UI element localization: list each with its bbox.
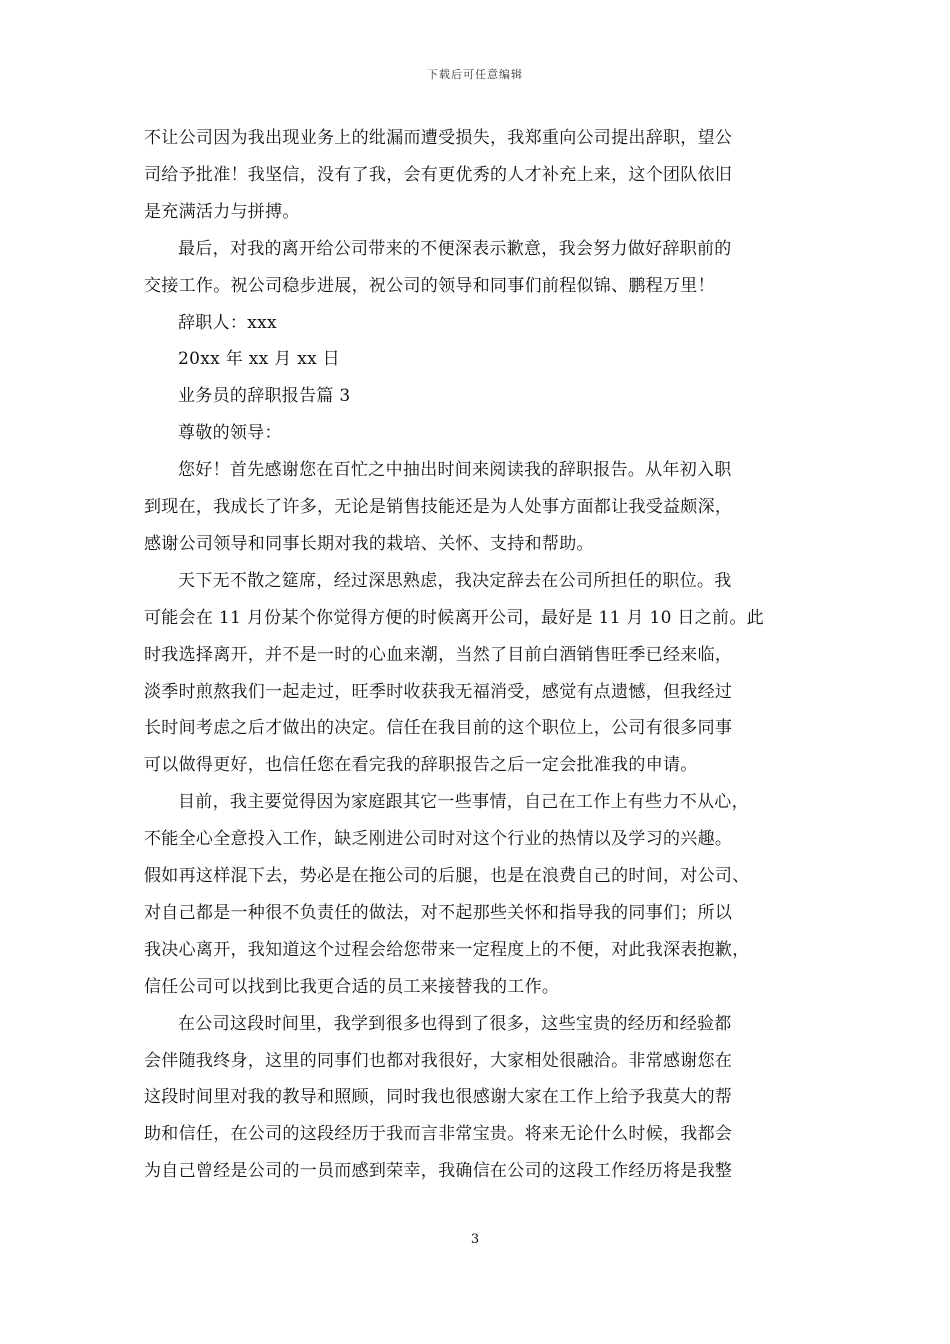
text-line: 在公司这段时间里，我学到很多也得到了很多，这些宝贵的经历和经验都 (178, 1013, 732, 1034)
text-line: 交接工作。祝公司稳步进展，祝公司的领导和同事们前程似锦、鹏程万里！ (144, 275, 715, 296)
text-line: 目前，我主要觉得因为家庭跟其它一些事情，自己在工作上有些力不从心， (178, 792, 749, 813)
text-line: 这段时间里对我的教导和照顾，同时我也很感谢大家在工作上给予我莫大的帮 (144, 1087, 733, 1108)
text-line: 助和信任，在公司的这段经历于我而言非常宝贵。将来无论什么时候，我都会 (144, 1124, 733, 1145)
text-line: 感谢公司领导和同事长期对我的栽培、关怀、支持和帮助。 (144, 533, 594, 554)
text-line: 时我选择离开，并不是一时的心血来潮，当然了目前白酒销售旺季已经来临， (144, 644, 733, 665)
text-line: 信任公司可以找到比我更合适的员工来接替我的工作。 (144, 976, 560, 997)
page-number: 3 (470, 1232, 480, 1247)
text-line: 长时间考虑之后才做出的决定。信任在我目前的这个职位上，公司有很多同事 (144, 718, 733, 739)
text-line: 淡季时煎熬我们一起走过，旺季时收获我无福消受，感觉有点遗憾，但我经过 (144, 681, 733, 702)
text-line: 对自己都是一种很不负责任的做法，对不起那些关怀和指导我的同事们；所以 (144, 902, 733, 923)
text-line: 不让公司因为我出现业务上的纰漏而遭受损失，我郑重向公司提出辞职，望公 (144, 128, 733, 148)
text-line: 天下无不散之筵席，经过深思熟虑，我决定辞去在公司所担任的职位。我 (178, 570, 732, 591)
text-line: 20xx 年 xx 月 xx 日 (178, 349, 340, 370)
text-line: 可以做得更好，也信任您在看完我的辞职报告之后一定会批准我的申请。 (144, 755, 698, 776)
text-line: 我决心离开，我知道这个过程会给您带来一定程度上的不便，对此我深表抱歉， (144, 939, 750, 960)
text-line: 最后，对我的离开给公司带来的不便深表示歉意，我会努力做好辞职前的 (178, 238, 732, 259)
text-line: 司给予批准！我坚信，没有了我，会有更优秀的人才补充上来，这个团队依旧 (144, 164, 733, 185)
text-line: 可能会在 11 月份某个你觉得方便的时候离开公司，最好是 11 月 10 日之前。此 (144, 607, 764, 628)
text-line: 假如再这样混下去，势必是在拖公司的后腿，也是在浪费自己的时间，对公司、 (144, 866, 750, 886)
text-line: 辞职人：xxx (178, 312, 277, 333)
text-line: 为自己曾经是公司的一员而感到荣幸，我确信在公司的这段工作经历将是我整 (144, 1161, 733, 1182)
text-line: 不能全心全意投入工作，缺乏刚进公司时对这个行业的热情以及学习的兴趣。 (144, 829, 733, 850)
text-line: 是充满活力与拼搏。 (144, 201, 300, 222)
text-line: 尊敬的领导： (178, 423, 282, 444)
text-line: 到现在，我成长了许多，无论是销售技能还是为人处事方面都让我受益颇深， (144, 497, 733, 517)
text-line: 您好！首先感谢您在百忙之中抽出时间来阅读我的辞职报告。从年初入职 (178, 460, 732, 481)
text-line: 会伴随我终身，这里的同事们也都对我很好，大家相处很融洽。非常感谢您在 (144, 1050, 733, 1071)
text-line: 业务员的辞职报告篇 3 (178, 386, 351, 407)
page-header: 下载后可任意编辑 (427, 68, 523, 81)
